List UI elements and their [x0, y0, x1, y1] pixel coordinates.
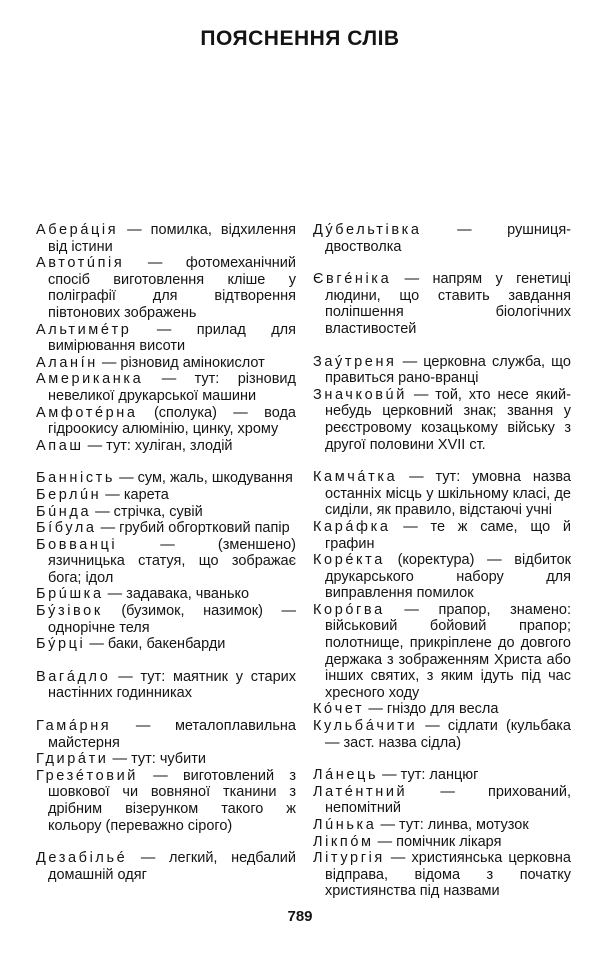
entry-definition: — тут: умовна назва останніх місць у шкільному класі, де сиділи, як правило, відстаючі учні	[325, 469, 571, 519]
glossary-entry	[36, 669, 296, 702]
glossary-entry	[313, 552, 571, 602]
entry-headword: Бíбула	[36, 520, 97, 537]
entry-headword: Альтимéтр	[36, 321, 132, 338]
entry-definition: — рушниця-двостволка	[325, 222, 571, 255]
entry-headword: Брúшка	[36, 586, 104, 603]
entry-headword: Автотúпія	[36, 255, 125, 272]
entry-headword: Дýбельтівка	[313, 222, 422, 238]
entry-definition: — помічник лікаря	[373, 833, 502, 850]
glossary-entry	[313, 817, 571, 834]
glossary-entry	[36, 322, 296, 355]
entry-definition: — напрям у генетиці людини, що ставить завдання поліпшення біологічних властивостей	[325, 271, 571, 337]
entry-definition: (бузимок, назимок) — однорічне теля	[48, 603, 296, 636]
entry-headword: Вагáдло	[36, 668, 111, 685]
entry-definition: — тут: хуліган, злодій	[83, 437, 233, 454]
entry-definition: (сполука) — вода гідроокису алюмінію, цинку, хрому	[48, 404, 296, 438]
entry-headword: Заýтреня	[313, 353, 397, 370]
entry-definition: — християнська церковна відправа, відома з початку християнства під назвами	[325, 850, 571, 900]
glossary-entry	[36, 405, 296, 438]
glossary-entry	[36, 438, 296, 455]
entry-definition: — (зменшено) язичницька статуя, що зображає бога; ідол	[48, 536, 296, 586]
glossary-entry	[36, 504, 296, 521]
entry-definition: — помилка, відхилення від істини	[48, 222, 296, 255]
entry-headword: Євгéніка	[313, 271, 392, 288]
glossary-entry	[313, 784, 571, 817]
entry-definition: — фотомеханічний спосіб виготовлення кліше у поліграфії для відтворення півтонових зображень	[48, 255, 296, 321]
glossary-entry	[313, 222, 571, 255]
entry-definition: — тут: линва, мотузок	[376, 817, 529, 833]
glossary-entry	[36, 718, 296, 751]
page-title: ПОЯСНЕННЯ СЛІВ	[200, 27, 400, 50]
entry-definition: — карета	[101, 486, 169, 503]
entry-definition: — металоплавильна майстерня	[48, 718, 296, 751]
entry-headword: Банність	[36, 470, 116, 487]
entry-definition: — те ж саме, що й графин	[325, 518, 571, 552]
glossary-entry	[36, 636, 296, 653]
entry-definition: — сум, жаль, шкодування	[115, 470, 293, 487]
entry-definition: (коректура) — відбиток друкарського набору для виправлення помилок	[325, 552, 571, 602]
entry-headword: Бýзівок	[36, 603, 103, 620]
entry-headword: Бовванці	[36, 536, 118, 553]
glossary-entry	[313, 354, 571, 387]
entry-headword: Корéкта	[313, 552, 385, 569]
entry-definition: — сідлати (кульбака — заст. назва сідла)	[325, 718, 571, 751]
glossary-entry	[36, 371, 296, 404]
entry-headword: Бýрці	[36, 636, 86, 653]
glossary-entry	[313, 519, 571, 552]
entry-headword: Американка	[36, 371, 144, 388]
entry-definition: — той, хто несе який-небудь церковний знак; звання у реєстровому козацькому війську з другої половини XVII ст.	[325, 386, 571, 453]
entry-headword: Лáнець	[313, 767, 379, 784]
entry-definition: — тут: ланцюг	[378, 767, 479, 784]
glossary-entry	[36, 603, 296, 636]
entry-headword: Карáфка	[313, 518, 391, 535]
entry-headword: Корóгва	[313, 601, 385, 618]
glossary-entry	[36, 355, 296, 372]
entry-headword: Берлúн	[36, 486, 102, 503]
glossary-entry	[313, 834, 571, 851]
entry-headword: Гамáрня	[36, 718, 112, 735]
entry-definition: — виготовлений з шовкової чи вовняної тканини з дрібним візерунком такого ж кольору (переважно сірого)	[48, 767, 296, 834]
glossary-entry	[36, 751, 296, 768]
glossary-left-column	[36, 222, 296, 883]
entry-definition: — прихований, непомітний	[325, 783, 571, 817]
entry-definition: — прилад для вимірювання висоти	[48, 321, 296, 355]
entry-definition: — тут: різновид невеликої друкарської машини	[48, 371, 296, 404]
entry-definition: — легкий, недбалий домашній одяг	[48, 850, 296, 883]
entry-headword: Дезабільé	[36, 850, 128, 867]
entry-headword: Кульбáчити	[313, 718, 418, 735]
entry-headword: Грезéтовий	[36, 767, 139, 784]
entry-headword: Літургія	[313, 850, 385, 867]
entry-definition: — стрічка, сувій	[91, 503, 203, 520]
entry-headword: Бúнда	[36, 503, 92, 520]
entry-headword: Лікпóм	[313, 833, 374, 850]
glossary-entry	[313, 701, 571, 718]
entry-headword: Значковúй	[313, 386, 407, 403]
glossary-entry	[36, 255, 296, 321]
entry-definition: — гніздо для весла	[364, 701, 499, 718]
entry-headword: Камчáтка	[313, 469, 398, 486]
entry-headword: Гдирáти	[36, 751, 109, 768]
glossary-entry	[313, 850, 571, 900]
entry-headword: Латéнтний	[313, 783, 408, 800]
entry-headword: Апаш	[36, 437, 84, 454]
glossary-entry	[36, 537, 296, 587]
entry-headword: Амфотéрна	[36, 404, 138, 421]
entry-definition: — баки, бакенбарди	[85, 636, 226, 653]
glossary-entry	[313, 387, 571, 453]
glossary-entry	[313, 469, 571, 519]
glossary-right-column	[313, 222, 571, 900]
entry-headword: Аберáція	[36, 222, 119, 238]
entry-definition: — церковна служба, що правиться рано-вранці	[325, 353, 571, 387]
glossary-entry	[36, 520, 296, 537]
entry-headword: Кóчет	[313, 701, 365, 718]
glossary-entry	[313, 602, 571, 702]
page-number: 789	[287, 908, 313, 925]
glossary-entry	[36, 586, 296, 603]
entry-definition: — грубий обгортковий папір	[96, 520, 290, 537]
entry-definition: — різновид амінокислот	[97, 354, 265, 371]
glossary-entry	[313, 718, 571, 751]
glossary-entry	[313, 767, 571, 784]
entry-definition: — тут: маятник у старих настінних годинниках	[48, 668, 296, 702]
glossary-entry	[36, 222, 296, 255]
glossary-entry	[36, 768, 296, 834]
glossary-entry	[36, 487, 296, 504]
glossary-entry	[36, 470, 296, 487]
glossary-entry	[36, 850, 296, 883]
entry-headword: Лúнька	[313, 817, 377, 833]
glossary-entry	[313, 271, 571, 337]
entry-definition: — тут: чубити	[108, 751, 206, 768]
entry-definition: — прапор, знамено: військовий бойовий прапор; полотнище, прикріплене до довгого держака з зображенням Христа або інших святих, з яким ідуть під час хресного ходу	[325, 601, 571, 701]
entry-headword: Аланíн	[36, 354, 98, 371]
entry-definition: — задавака, чванько	[103, 586, 250, 603]
